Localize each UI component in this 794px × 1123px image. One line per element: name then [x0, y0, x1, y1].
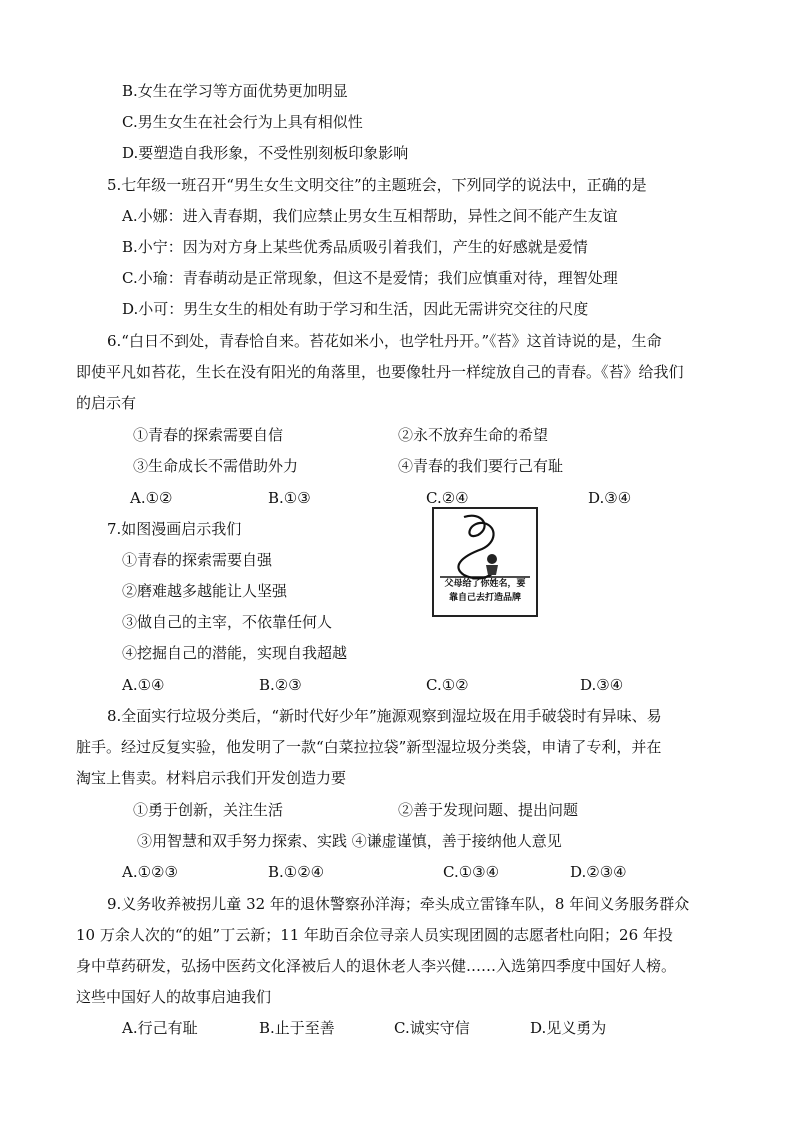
q8-statement-2: ②善于发现问题、提出问题 [398, 801, 579, 819]
q6-statement-4: ④青春的我们要行己有耻 [398, 457, 564, 475]
q7-statement-4: ④挖掘自己的潜能，实现自我超越 [122, 644, 348, 662]
cartoon-caption-line-2: 靠自己去打造品牌 [448, 593, 521, 603]
q8-choice-d: D.②③④ [570, 863, 627, 881]
q5-stem: 5.七年级一班召开“男生女生文明交往”的主题班会，下列同学的说法中，正确的是 [107, 176, 647, 194]
q8-stem-line-3: 淘宝上售卖。材料启示我们开发创造力要 [76, 769, 347, 787]
q8-stem-line-1: 8.全面实行垃圾分类后，“新时代好少年”施源观察到湿垃圾在用手破袋时有异味、易 [107, 707, 662, 725]
q6-choice-a: A.①② [130, 489, 173, 507]
q8-statement-3-4: ③用智慧和双手努力探索、实践 ④谦虚谨慎，善于接纳他人意见 [137, 832, 562, 850]
q6-choice-c: C.②④ [426, 489, 469, 507]
q5-option-a: A.小娜：进入青春期，我们应禁止男女生互相帮助，异性之间不能产生友谊 [122, 207, 618, 225]
q6-stem-line-1: 6.“白日不到处，青春恰自来。苔花如米小，也学牡丹开。”《苔》这首诗说的是，生命 [107, 332, 662, 350]
q4-option-d: D.要塑造自我形象，不受性别刻板印象影响 [122, 144, 409, 162]
q7-choice-d: D.③④ [580, 676, 624, 694]
q7-statement-2: ②磨难越多越能让人坚强 [122, 582, 288, 600]
q5-option-c: C.小瑜：青春萌动是正常现象，但这不是爱情；我们应慎重对待，理智处理 [122, 269, 618, 287]
q9-choice-b: B.止于至善 [259, 1019, 335, 1037]
q5-option-d: D.小可：男生女生的相处有助于学习和生活，因此无需讲究交往的尺度 [122, 300, 589, 318]
q4-option-b: B.女生在学习等方面优势更加明显 [122, 82, 348, 100]
q6-statement-3: ③生命成长不需借助外力 [133, 457, 299, 475]
q7-choice-c: C.①② [426, 676, 469, 694]
q8-choice-c: C.①③④ [443, 863, 500, 881]
q7-choice-b: B.②③ [259, 676, 302, 694]
cartoon-caption-line-1: 父母给了你姓名，要 [444, 579, 526, 589]
q6-choice-b: B.①③ [268, 489, 311, 507]
q9-choice-a: A.行己有耻 [122, 1019, 198, 1037]
cartoon-caption [438, 577, 532, 605]
q7-statement-3: ③做自己的主宰，不依靠任何人 [122, 613, 333, 631]
figure-head [487, 554, 497, 564]
q9-stem-line-2: 10 万余人次的“的姐”丁云新；11 年助百余位寻亲人员实现团圆的志愿者杜向阳；26 年投 [76, 926, 673, 944]
q8-statement-1: ①勇于创新，关注生活 [133, 801, 284, 819]
q4-option-c: C.男生女生在社会行为上具有相似性 [122, 113, 363, 131]
q7-cartoon [432, 507, 538, 617]
q9-stem-line-4: 这些中国好人的故事启迪我们 [76, 988, 272, 1006]
figure-body [486, 565, 498, 575]
q6-statement-1: ①青春的探索需要自信 [133, 426, 284, 444]
q6-choice-d: D.③④ [588, 489, 632, 507]
q5-option-b: B.小宁：因为对方身上某些优秀品质吸引着我们，产生的好感就是爱情 [122, 238, 588, 256]
q8-choice-b: B.①②④ [268, 863, 325, 881]
q7-statement-1: ①青春的探索需要自强 [122, 551, 273, 569]
q6-stem-line-3: 的启示有 [76, 394, 137, 412]
q9-stem-line-1: 9.义务收养被拐儿童 32 年的退休警察孙洋海；牵头成立雷锋车队，8 年间义务服务群众 [107, 895, 690, 913]
q9-choice-d: D.见义勇为 [530, 1019, 607, 1037]
q6-statement-2: ②永不放弃生命的希望 [398, 426, 549, 444]
q7-stem: 7.如图漫画启示我们 [107, 520, 242, 538]
q8-stem-line-2: 脏手。经过反复实验，他发明了一款“白菜拉拉袋”新型湿垃圾分类袋，申请了专利，并在 [76, 738, 662, 756]
q7-choice-a: A.①④ [122, 676, 165, 694]
q9-choice-c: C.诚实守信 [394, 1019, 470, 1037]
q6-stem-line-2: 即使平凡如苔花，生长在没有阳光的角落里，也要像牡丹一样绽放自己的青春。《苔》给我们 [76, 363, 684, 381]
q9-stem-line-3: 身中草药研发，弘扬中医药文化泽被后人的退休老人李兴健……入选第四季度中国好人榜。 [76, 957, 677, 975]
q8-choice-a: A.①②③ [122, 863, 178, 881]
